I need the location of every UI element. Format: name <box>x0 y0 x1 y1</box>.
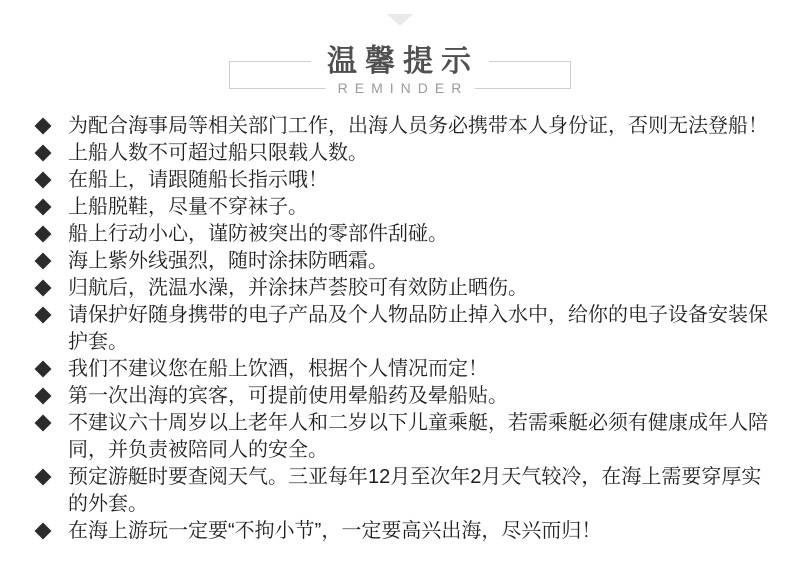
list-item <box>35 140 772 167</box>
list-item <box>35 248 772 275</box>
reminder-text: 上船脱鞋，尽量不穿袜子。 <box>68 196 308 218</box>
diamond-icon <box>35 388 52 405</box>
diamond-icon <box>35 523 52 540</box>
reminder-text: 请保护好随身携带的电子产品及个人物品防止掉入水中，给你的电子设备安装保护套。 <box>68 304 768 353</box>
diamond-icon <box>35 280 52 297</box>
list-item <box>35 113 772 140</box>
list-item <box>35 464 772 518</box>
diamond-icon <box>35 307 52 324</box>
header <box>0 14 800 96</box>
list-item <box>35 410 772 464</box>
reminder-text: 第一次出海的宾客，可提前使用晕船药及晕船贴。 <box>68 385 508 407</box>
diamond-icon <box>35 199 52 216</box>
diamond-icon <box>35 145 52 162</box>
reminder-list <box>35 113 772 545</box>
diamond-icon <box>35 361 52 378</box>
diamond-icon <box>35 253 52 270</box>
reminder-text: 在海上游玩一定要“不拘小节”，一定要高兴出海，尽兴而归！ <box>68 520 602 542</box>
list-item <box>35 194 772 221</box>
reminder-text: 不建议六十周岁以上老年人和二岁以下儿童乘艇，若需乘艇必须有健康成年人陪同，并负责被陪同人的安全。 <box>68 412 768 461</box>
reminder-text: 我们不建议您在船上饮酒，根据个人情况而定！ <box>68 358 488 380</box>
reminder-page <box>0 14 800 583</box>
reminder-text: 海上紫外线强烈，随时涂抹防晒霜。 <box>68 250 388 272</box>
diamond-icon <box>35 415 52 432</box>
reminder-text: 在船上，请跟随船长指示哦！ <box>68 169 328 191</box>
list-item <box>35 302 772 356</box>
reminder-text: 为配合海事局等相关部门工作，出海人员务必携带本人身份证，否则无法登船！ <box>68 115 768 137</box>
list-item <box>35 383 772 410</box>
list-item <box>35 518 772 545</box>
diamond-icon <box>35 172 52 189</box>
list-item <box>35 221 772 248</box>
diamond-icon <box>35 118 52 135</box>
title-frame <box>229 45 571 96</box>
page-subtitle: REMINDER <box>326 79 475 97</box>
list-item <box>35 275 772 302</box>
list-item <box>35 167 772 194</box>
diamond-icon <box>35 226 52 243</box>
diamond-icon <box>35 469 52 486</box>
reminder-text: 上船人数不可超过船只限载人数。 <box>68 142 368 164</box>
triangle-down-icon <box>387 14 413 26</box>
reminder-text: 归航后，洗温水澡，并涂抹芦荟胶可有效防止晒伤。 <box>68 277 528 299</box>
reminder-text: 船上行动小心，谨防被突出的零部件刮碰。 <box>68 223 448 245</box>
list-item <box>35 356 772 383</box>
reminder-text: 预定游艇时要查阅天气。三亚每年12月至次年2月天气较冷，在海上需要穿厚实的外套。 <box>68 466 762 515</box>
page-title: 温馨提示 <box>311 45 489 79</box>
